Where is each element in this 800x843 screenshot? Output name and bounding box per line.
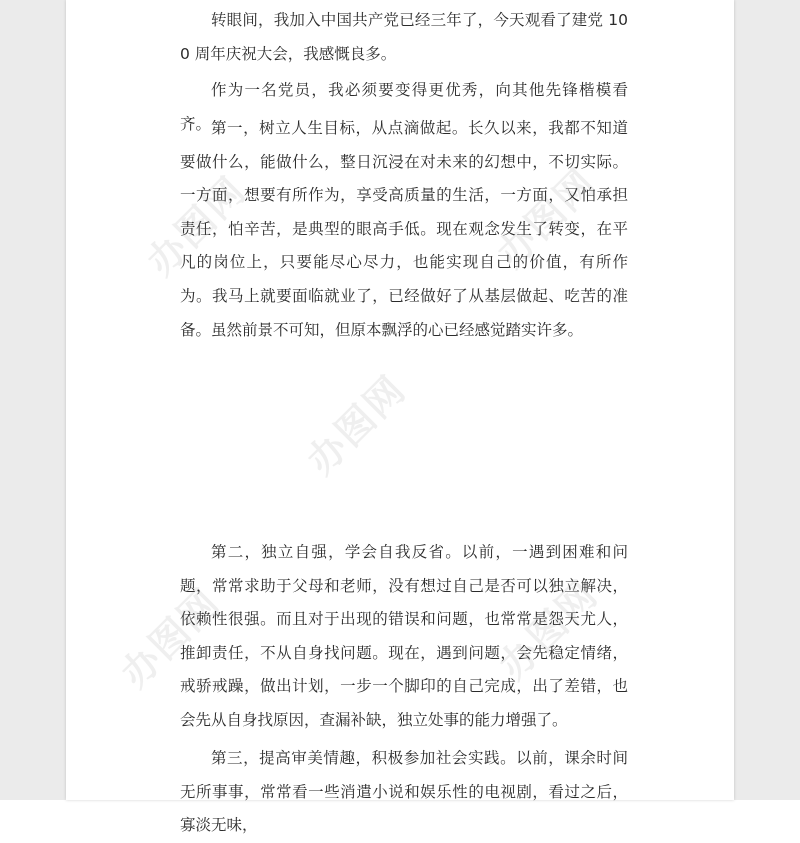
paragraph-second-point: 第二，独立自强，学会自我反省。以前，一遇到困难和问题，常常求助于父母和老师，没有想过自己是否可以独立解决，依赖性很强。而且对于出现的错误和问题，也常常是怨天尤人，推卸责任，不从自身找问题。现在，遇到问题，会先稳定情绪，戒骄戒躁，做出计划，一步一个脚印的自己完成，出了差错，也会先从自身找原因，查漏补缺，独立处事的能力增强了。 (180, 543, 628, 729)
document-page (66, 0, 734, 835)
watermark-top-right: 办图网 (488, 159, 605, 276)
paragraph-third-point: 第三，提高审美情趣，积极参加社会实践。以前，课余时间无所事事，常常看一些消遣小说和娱乐性的电视剧，看过之后，寡淡无味， (180, 749, 628, 835)
paragraph-intro: 转眼间，我加入中国共产党已经三年了，今天观看了建党 100 周年庆祝大会，我感慨良多。 (180, 11, 628, 63)
watermark-center: 办图网 (298, 366, 415, 483)
watermark-bottom-right: 办图网 (490, 571, 607, 688)
paragraph-first-point: 第一，树立人生目标，从点滴做起。长久以来，我都不知道要做什么，能做什么，整日沉浸在对未来的幻想中，不切实际。一方面，想要有所作为，享受高质量的生活，一方面，又怕承担责任，怕辛苦，是典型的眼高手低。现在观念发生了转变，在平凡的岗位上，只要能尽心尽力，也能实现自己的价值，有所作为。我马上就要面临就业了，已经做好了从基层做起、吃苦的准备。虽然前景不可知，但原本飘浮的心已经感觉踏实许多。 (180, 119, 628, 339)
watermark-bottom-left: 办图网 (112, 579, 229, 696)
watermark-top-left: 办图网 (138, 167, 255, 284)
paragraph-commitment: 作为一名党员，我必须要变得更优秀，向其他先锋楷模看齐。 (180, 81, 628, 133)
